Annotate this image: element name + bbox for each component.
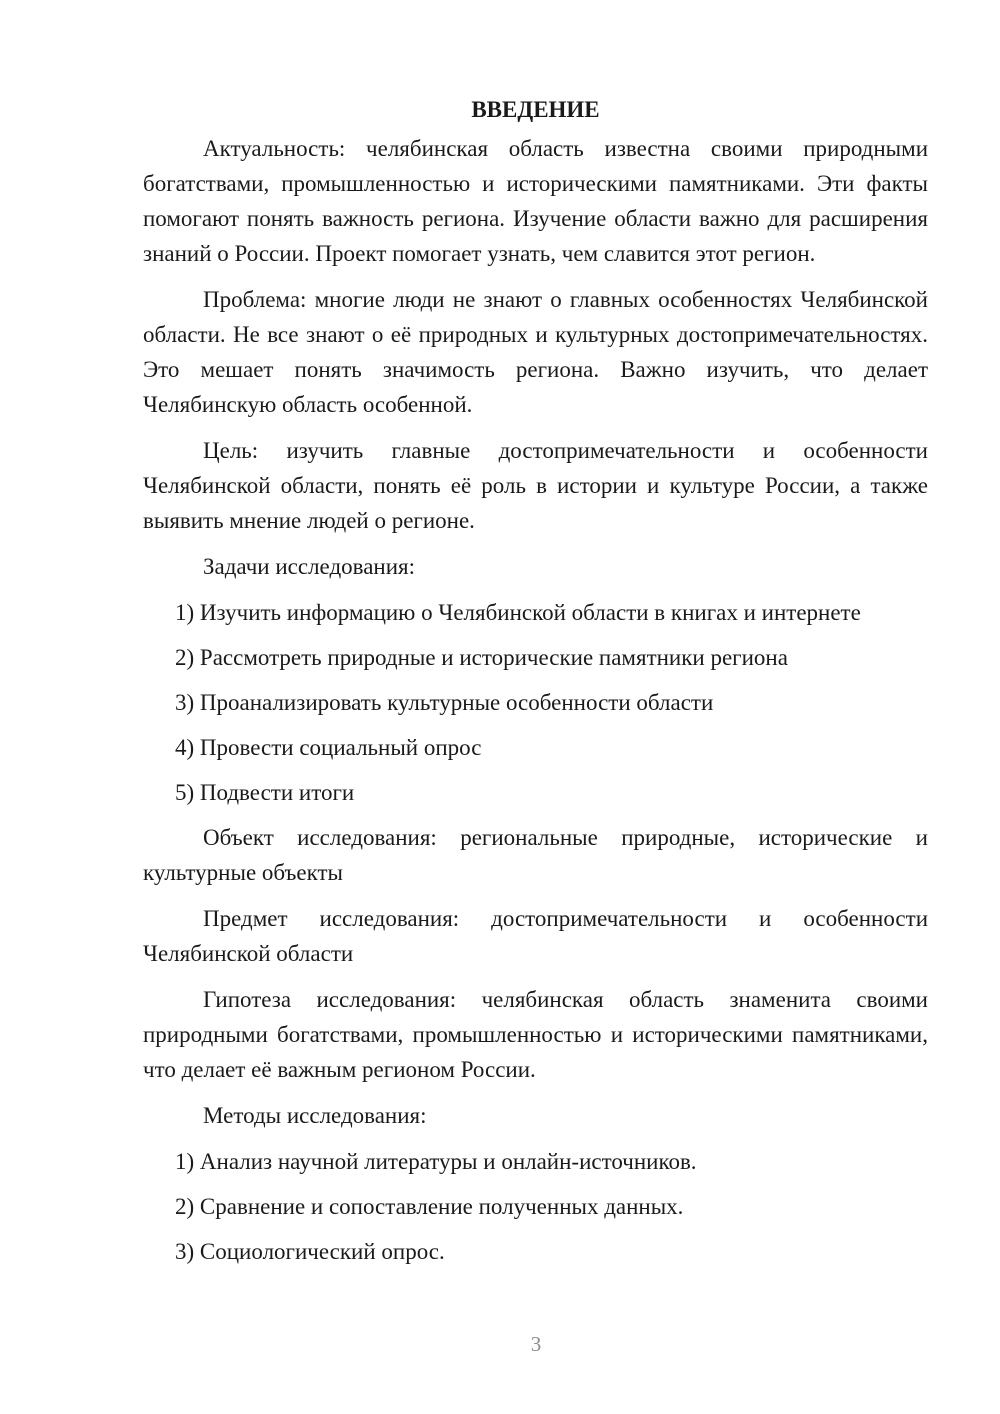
hypothesis-paragraph: Гипотеза исследования: челябинская область знаменита своими природными богатствами, промышленностью и историческими памятниками, что делает её важным регионом России. xyxy=(143,987,928,1082)
method-item: 3) Социологический опрос. xyxy=(175,1239,445,1264)
object-paragraph: Объект исследования: региональные природные, исторические и культурные объекты xyxy=(143,825,928,885)
problem-paragraph: Проблема: многие люди не знают о главных особенностях Челябинской области. Не все знают о её природных и культурных достопримечательностях. Это мешает понять значимость региона. Важно изучить, что делает Челябинскую область особенной. xyxy=(143,287,928,417)
task-item: 3) Проанализировать культурные особенности области xyxy=(175,690,714,715)
task-item: 4) Провести социальный опрос xyxy=(175,735,482,760)
subject-paragraph: Предмет исследования: достопримечательности и особенности Челябинской области xyxy=(143,906,928,966)
relevance-paragraph: Актуальность: челябинская область известна своими природными богатствами, промышленностью и историческими памятниками. Эти факты помогают понять важность региона. Изучение области важно для расширения знаний о России. Проект помогает узнать, чем славится этот регион. xyxy=(143,136,928,266)
page-number: 3 xyxy=(530,1332,542,1356)
goal-paragraph: Цель: изучить главные достопримечательности и особенности Челябинской области, понять её роль в истории и культуре России, а также выявить мнение людей о регионе. xyxy=(143,438,928,533)
method-item: 1) Анализ научной литературы и онлайн-источников. xyxy=(175,1149,697,1174)
document-body xyxy=(143,92,928,1279)
task-item: 1) Изучить информацию о Челябинской области в книгах и интернете xyxy=(175,600,861,625)
task-item: 5) Подвести итоги xyxy=(175,780,355,805)
method-item: 2) Сравнение и сопоставление полученных данных. xyxy=(175,1194,684,1219)
tasks-heading: Задачи исследования: xyxy=(203,554,416,579)
methods-heading: Методы исследования: xyxy=(203,1103,427,1128)
section-title: ВВЕДЕНИЕ xyxy=(471,97,600,122)
task-item: 2) Рассмотреть природные и исторические памятники региона xyxy=(175,645,788,670)
